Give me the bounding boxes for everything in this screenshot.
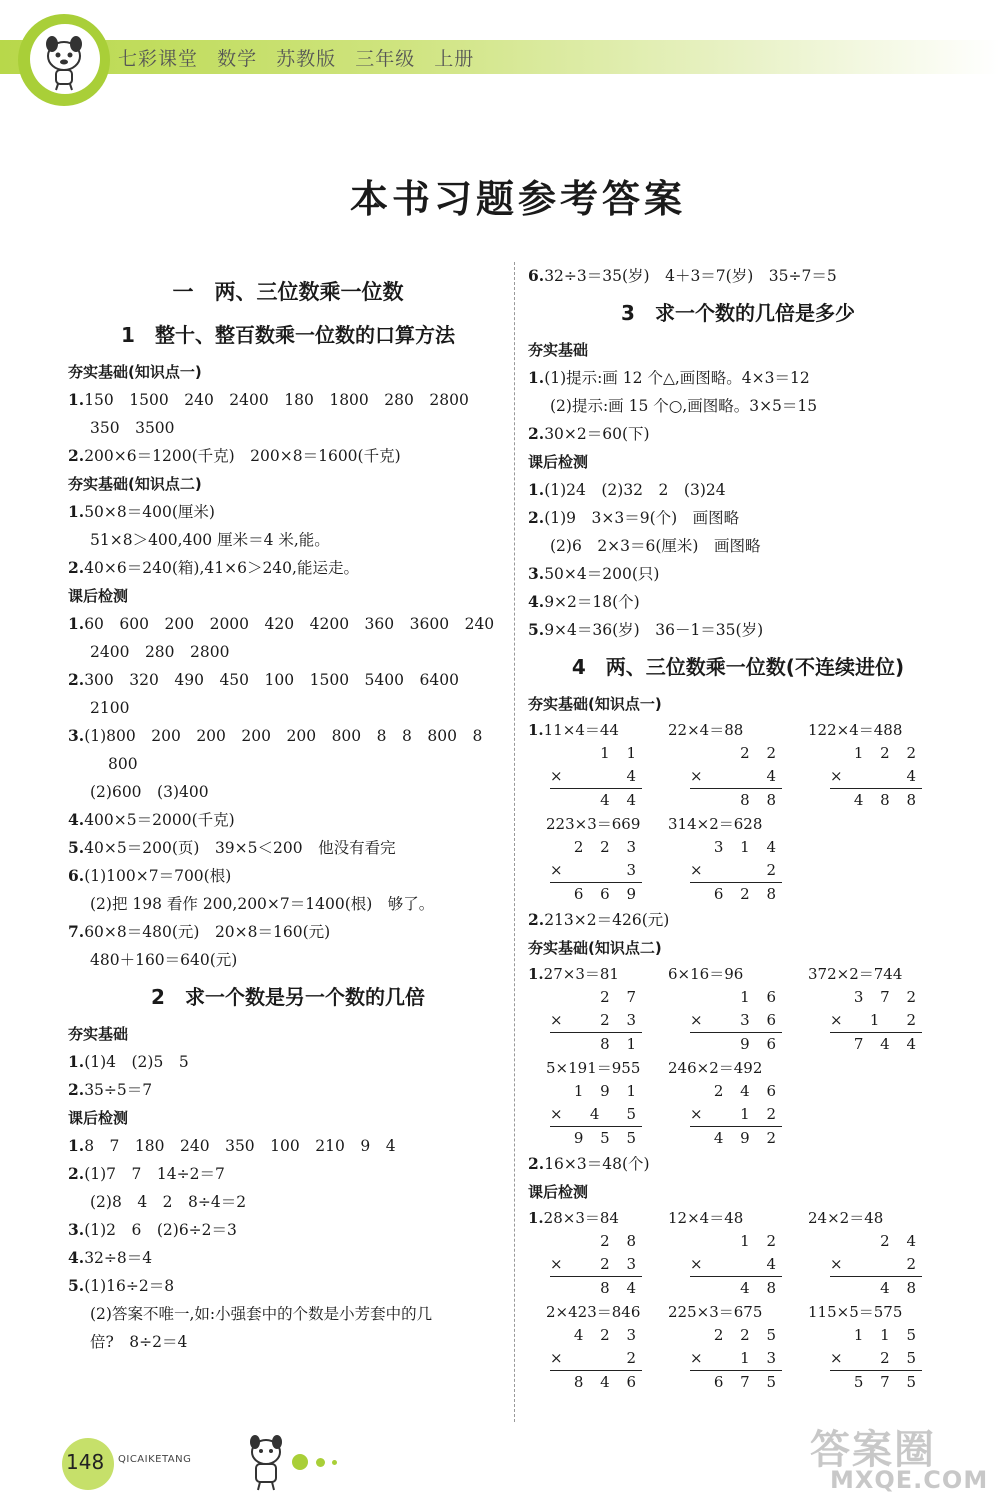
multiplier-line <box>690 1009 782 1033</box>
answer-item: 2.(1)7 7 14÷2＝7 <box>68 1164 225 1183</box>
multiplier-line <box>830 1009 922 1033</box>
watermark-cn: 答案圈 <box>810 1427 936 1473</box>
answer-item: 6.(1)100×7＝700(根) <box>68 866 232 885</box>
vertical-calc <box>668 812 808 906</box>
multiplier: 4 <box>626 767 642 785</box>
product: 6 2 8 <box>713 885 782 903</box>
calc-equation-text: 11×4＝44 <box>543 721 619 739</box>
multiplicand: 1 1 5 <box>853 1326 922 1344</box>
multiplicand: 3 7 2 <box>853 988 922 1006</box>
footer-brand: QICAIKETANG <box>118 1454 192 1465</box>
calc-row <box>528 1300 948 1394</box>
answer-item: 1.150 1500 240 2400 180 1800 280 2800 <box>68 390 469 409</box>
page-title: 本书习题参考答案 <box>349 177 686 221</box>
product: 6 6 9 <box>573 885 642 903</box>
vertical-form <box>830 986 922 1056</box>
times-sign: × <box>830 767 843 785</box>
multiplier-line <box>550 1009 642 1033</box>
calc-equation <box>668 1300 808 1324</box>
answer-item: 1.(1)24 (2)32 2 (3)24 <box>528 480 726 499</box>
product: 8 4 6 <box>573 1373 642 1391</box>
multiplier: 4 <box>766 767 782 785</box>
answer-item: 2.30×2＝60(下) <box>528 424 650 443</box>
answer-line: (2)把 198 看作 200,200×7＝1400(根) 够了。 <box>90 895 435 913</box>
left-column <box>68 268 508 1356</box>
answer-item: 1.60 600 200 2000 420 4200 360 3600 240 <box>68 614 495 633</box>
answer-item: 5.9×4＝36(岁) 36－1＝35(岁) <box>528 620 764 639</box>
multiplicand: 2 4 <box>880 1232 922 1250</box>
multiplicand: 2 8 <box>600 1232 642 1250</box>
calc-equation <box>528 718 668 742</box>
answer-line: (2)6 2×3＝6(厘米) 画图略 <box>550 537 761 555</box>
header-brand: 七彩课堂 <box>118 48 199 70</box>
calc-equation-text: 27×3＝81 <box>543 965 619 983</box>
calc-row <box>528 812 948 906</box>
multiplier-line <box>550 859 642 883</box>
calc-equation <box>668 1056 808 1080</box>
subsection-title: 课后检测 <box>68 1109 129 1127</box>
calc-equation-text: 372×2＝744 <box>808 965 903 983</box>
answer-line: (2)8 4 2 8÷4＝2 <box>90 1193 247 1211</box>
vertical-form <box>550 836 642 906</box>
calc-equation-text: 6×16＝96 <box>668 965 744 983</box>
product: 4 4 <box>600 791 642 809</box>
vertical-form <box>690 742 782 812</box>
multiplier-line <box>690 1103 782 1127</box>
answer-line: (2)答案不唯一,如:小强套中的个数是小芳套中的几 <box>90 1305 433 1323</box>
product: 9 5 5 <box>573 1129 642 1147</box>
product: 4 9 2 <box>713 1129 782 1147</box>
subsection-title: 夯实基础(知识点一) <box>528 695 662 713</box>
calc-equation-text: 24×2＝48 <box>808 1209 884 1227</box>
answer-item: 3.(1)2 6 (2)6÷2＝3 <box>68 1220 237 1239</box>
answer-line: 800 <box>108 755 138 773</box>
times-sign: × <box>830 1349 843 1367</box>
subsection-title: 夯实基础 <box>528 341 589 359</box>
watermark-en: MXQE.COM <box>830 1466 989 1494</box>
multiplier: 4 5 <box>589 1105 642 1123</box>
vertical-form <box>830 742 922 812</box>
multiplicand: 1 2 <box>740 1232 782 1250</box>
vertical-calc <box>808 1300 948 1394</box>
times-sign: × <box>690 1011 703 1029</box>
vertical-form <box>690 1080 782 1150</box>
calc-equation <box>808 1300 948 1324</box>
calc-row <box>528 1056 948 1150</box>
answer-item: 5.40×5＝200(页) 39×5＜200 他没有看完 <box>68 838 396 857</box>
calc-equation-text: 28×3＝84 <box>543 1209 619 1227</box>
vertical-calc <box>668 1206 808 1300</box>
answer-item: 2.16×3＝48(个) <box>528 1154 650 1173</box>
section-title: 1 整十、整百数乘一位数的口算方法 <box>121 323 455 347</box>
answer-line: 480＋160＝640(元) <box>90 951 238 969</box>
multiplier: 1 2 <box>740 1105 782 1123</box>
subsection-title: 课后检测 <box>68 587 129 605</box>
vertical-form <box>550 1230 642 1300</box>
product: 7 4 4 <box>853 1035 922 1053</box>
calc-row <box>528 962 948 1056</box>
product: 4 8 8 <box>853 791 922 809</box>
answer-item: 2.(1)9 3×3＝9(个) 画图略 <box>528 508 740 527</box>
page-number: 148 <box>66 1450 105 1474</box>
multiplicand: 2 2 5 <box>713 1326 782 1344</box>
multiplier: 1 3 <box>740 1349 782 1367</box>
product: 6 7 5 <box>713 1373 782 1391</box>
subsection-title: 夯实基础(知识点二) <box>68 475 202 493</box>
answer-item: 4.32÷8＝4 <box>68 1248 153 1267</box>
multiplier-line <box>550 1253 642 1277</box>
times-sign: × <box>690 1105 703 1123</box>
answer-line: 2400 280 2800 <box>90 643 230 661</box>
vertical-calc <box>808 1206 948 1300</box>
answer-line: (2)600 (3)400 <box>90 783 209 801</box>
answer-item: 1.50×8＝400(厘米) <box>68 502 215 521</box>
calc-equation <box>808 718 948 742</box>
multiplicand: 1 6 <box>740 988 782 1006</box>
vertical-calc <box>528 1206 668 1300</box>
times-sign: × <box>690 1255 703 1273</box>
answer-line: 350 3500 <box>90 419 175 437</box>
calc-equation <box>668 1206 808 1230</box>
vertical-calc <box>528 962 668 1056</box>
calc-equation-text: 246×2＝492 <box>668 1059 763 1077</box>
answer-item: 1.8 7 180 240 350 100 210 9 4 <box>68 1136 396 1155</box>
times-sign: × <box>550 1255 563 1273</box>
calc-equation <box>668 812 808 836</box>
calc-equation-text: 223×3＝669 <box>546 815 641 833</box>
vertical-form <box>550 1080 642 1150</box>
times-sign: × <box>690 1349 703 1367</box>
times-sign: × <box>690 767 703 785</box>
answer-item: 6.32÷3＝35(岁) 4＋3＝7(岁) 35÷7＝5 <box>528 266 837 285</box>
section-title: 4 两、三位数乘一位数(不连续进位) <box>571 655 905 679</box>
multiplicand: 1 1 <box>600 744 642 762</box>
dot <box>332 1460 337 1465</box>
header-volume: 上册 <box>434 48 475 70</box>
column-divider <box>514 262 515 1422</box>
multiplier: 1 2 <box>869 1011 922 1029</box>
item-number: 1. <box>528 965 544 983</box>
multiplicand: 2 2 <box>740 744 782 762</box>
answer-item: 2.213×2＝426(元) <box>528 910 670 929</box>
dot <box>316 1458 325 1467</box>
multiplier-line <box>830 1253 922 1277</box>
calc-equation <box>668 718 808 742</box>
multiplicand: 4 2 3 <box>573 1326 642 1344</box>
item-number: 1. <box>528 721 544 739</box>
product: 8 8 <box>740 791 782 809</box>
answer-item: 2.200×6＝1200(千克) 200×8＝1600(千克) <box>68 446 401 465</box>
vertical-form <box>690 1324 782 1394</box>
calc-equation <box>528 1206 668 1230</box>
multiplicand: 2 2 3 <box>573 838 642 856</box>
vertical-form <box>690 1230 782 1300</box>
calc-row <box>528 718 948 812</box>
multiplier-line <box>690 859 782 883</box>
vertical-calc <box>808 962 948 1056</box>
answer-item: 1.(1)4 (2)5 5 <box>68 1052 189 1071</box>
vertical-calc <box>528 1300 668 1394</box>
subsection-title: 夯实基础(知识点二) <box>528 939 662 957</box>
multiplicand: 1 2 2 <box>853 744 922 762</box>
multiplier-line <box>690 765 782 789</box>
vertical-calc <box>668 1056 808 1150</box>
header-subject: 数学 <box>217 48 258 70</box>
subsection-title: 夯实基础(知识点一) <box>68 363 202 381</box>
header-grade: 三年级 <box>355 48 416 70</box>
page-footer <box>0 1420 1000 1502</box>
multiplicand: 2 4 6 <box>713 1082 782 1100</box>
multiplier: 4 <box>766 1255 782 1273</box>
product: 8 1 <box>600 1035 642 1053</box>
multiplier-line <box>830 1347 922 1371</box>
times-sign: × <box>690 861 703 879</box>
multiplier: 4 <box>906 767 922 785</box>
times-sign: × <box>550 1349 563 1367</box>
unit-title: 一 两、三位数乘一位数 <box>172 280 404 304</box>
multiplicand: 1 9 1 <box>573 1082 642 1100</box>
calc-equation-text: 225×3＝675 <box>668 1303 763 1321</box>
calc-equation <box>808 962 948 986</box>
multiplier-line <box>550 1347 642 1371</box>
vertical-calc <box>528 718 668 812</box>
calc-equation <box>808 1206 948 1230</box>
section-title: 3 求一个数的几倍是多少 <box>621 301 855 325</box>
calc-equation-text: 22×4＝88 <box>668 721 744 739</box>
vertical-form <box>830 1324 922 1394</box>
watermark <box>780 1420 1000 1502</box>
calc-row <box>528 1206 948 1300</box>
dot <box>292 1454 308 1470</box>
vertical-calc <box>808 718 948 812</box>
multiplier: 2 <box>906 1255 922 1273</box>
calc-equation-text: 2×423＝846 <box>546 1303 641 1321</box>
answer-line: 51×8＞400,400 厘米＝4 米,能。 <box>90 531 330 549</box>
calc-equation-text: 122×4＝488 <box>808 721 903 739</box>
product: 8 4 <box>600 1279 642 1297</box>
vertical-calc <box>528 1056 668 1150</box>
vertical-form <box>550 742 642 812</box>
subsection-title: 课后检测 <box>528 1183 589 1201</box>
answer-item: 4.9×2＝18(个) <box>528 592 640 611</box>
calc-equation-text: 115×5＝575 <box>808 1303 903 1321</box>
vertical-form <box>690 836 782 906</box>
vertical-calc <box>528 812 668 906</box>
calc-equation <box>668 962 808 986</box>
answer-item: 3.50×4＝200(只) <box>528 564 660 583</box>
answer-item: 2.40×6＝240(箱),41×6＞240,能运走。 <box>68 558 359 577</box>
product: 9 6 <box>740 1035 782 1053</box>
vertical-calc <box>668 1300 808 1394</box>
vertical-calc <box>668 962 808 1056</box>
times-sign: × <box>550 861 563 879</box>
times-sign: × <box>550 1011 563 1029</box>
multiplier-line <box>550 1103 642 1127</box>
product: 5 7 5 <box>853 1373 922 1391</box>
calc-equation-text: 12×4＝48 <box>668 1209 744 1227</box>
footer-mascot-icon <box>238 1430 294 1494</box>
header-title <box>118 44 486 71</box>
calc-equation <box>528 812 668 836</box>
multiplier-line <box>830 765 922 789</box>
multiplier-line <box>550 765 642 789</box>
vertical-form <box>690 986 782 1056</box>
answer-item: 3.(1)800 200 200 200 200 800 8 8 800 8 <box>68 726 483 745</box>
calc-equation <box>528 1300 668 1324</box>
vertical-form <box>550 1324 642 1394</box>
item-number: 1. <box>528 1209 544 1227</box>
times-sign: × <box>830 1255 843 1273</box>
multiplier-line <box>690 1347 782 1371</box>
multiplier: 3 6 <box>740 1011 782 1029</box>
page-header <box>0 0 1000 110</box>
multiplier-line <box>690 1253 782 1277</box>
answer-line: (2)提示:画 15 个○,画图略。3×5＝15 <box>550 397 818 415</box>
answer-item: 5.(1)16÷2＝8 <box>68 1276 175 1295</box>
multiplier: 2 5 <box>880 1349 922 1367</box>
times-sign: × <box>550 1105 563 1123</box>
answer-item: 1.(1)提示:画 12 个△,画图略。4×3＝12 <box>528 368 810 387</box>
vertical-form <box>830 1230 922 1300</box>
subsection-title: 夯实基础 <box>68 1025 129 1043</box>
calc-equation-text: 314×2＝628 <box>668 815 763 833</box>
calc-equation <box>528 1056 668 1080</box>
multiplicand: 2 7 <box>600 988 642 1006</box>
vertical-calc <box>668 718 808 812</box>
answer-item: 7.60×8＝480(元) 20×8＝160(元) <box>68 922 331 941</box>
multiplier: 3 <box>626 861 642 879</box>
section-title: 2 求一个数是另一个数的几倍 <box>151 985 425 1009</box>
product: 4 8 <box>740 1279 782 1297</box>
times-sign: × <box>550 767 563 785</box>
vertical-form <box>550 986 642 1056</box>
calc-equation <box>528 962 668 986</box>
multiplier: 2 <box>766 861 782 879</box>
answer-item: 4.400×5＝2000(千克) <box>68 810 235 829</box>
multiplicand: 3 1 4 <box>713 838 782 856</box>
subsection-title: 课后检测 <box>528 453 589 471</box>
right-column <box>528 262 948 1394</box>
mascot-icon <box>34 30 96 92</box>
calc-equation-text: 5×191＝955 <box>546 1059 641 1077</box>
answer-item: 2.35÷5＝7 <box>68 1080 153 1099</box>
multiplier: 2 <box>626 1349 642 1367</box>
answer-item: 2.300 320 490 450 100 1500 5400 6400 <box>68 670 459 689</box>
answer-line: 倍? 8÷2＝4 <box>90 1333 188 1351</box>
header-edition: 苏教版 <box>276 48 337 70</box>
answer-line: 2100 <box>90 699 130 717</box>
product: 4 8 <box>880 1279 922 1297</box>
multiplier: 2 3 <box>600 1255 642 1273</box>
multiplier: 2 3 <box>600 1011 642 1029</box>
times-sign: × <box>830 1011 843 1029</box>
